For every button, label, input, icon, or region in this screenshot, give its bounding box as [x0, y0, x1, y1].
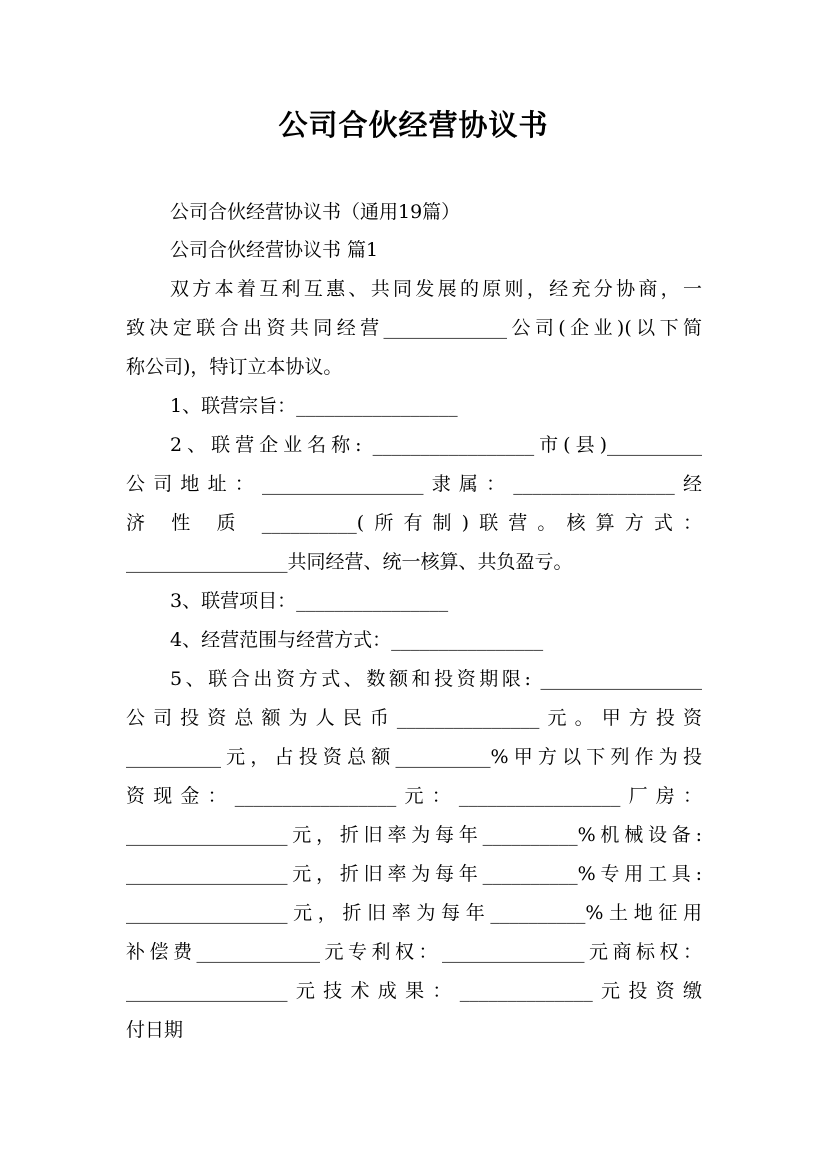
clause-line: _________________元技术成果：______________元投资缴	[126, 980, 702, 1002]
clause-line: 补偿费_____________元专利权：_______________元商标权：	[126, 941, 702, 963]
clause-line: 1、联营宗旨：_________________	[170, 395, 458, 417]
clause-line: _________________元，折旧率为每年__________%土地征用	[126, 902, 702, 924]
clause-line: 3、联营项目：________________	[170, 590, 449, 612]
clause-line: 4、经营范围与经营方式：________________	[170, 629, 544, 651]
subtitle-line: 公司合伙经营协议书（通用19篇）	[170, 201, 461, 223]
clause-line: _________________共同经营、统一核算、共负盈亏。	[126, 551, 573, 573]
clause-line: 5、联合出资方式、数额和投资期限: _________________	[170, 668, 702, 690]
clause-line: 2、联营企业名称: _________________市(县)__________	[170, 434, 702, 456]
clause-line: 公司地址：_________________隶属：_________________经	[126, 473, 702, 495]
paragraph-line: 称公司)，特订立本协议。	[126, 356, 343, 378]
clause-line: _________________元，折旧率为每年__________%专用工具:	[126, 863, 702, 885]
section-heading-line: 公司合伙经营协议书 篇1	[170, 239, 379, 261]
clause-line: 济 性 质 __________(所有制)联营。核算方式：	[126, 512, 702, 534]
clause-line: 公司投资总额为人民币_______________元。甲方投资	[126, 707, 702, 729]
paragraph-line: 致决定联合出资共同经营_____________公司(企业)(以下简	[126, 317, 702, 339]
paragraph-line: 双方本着互利互惠、共同发展的原则，经充分协商，一	[170, 278, 702, 300]
clause-line: __________元，占投资总额__________%甲方以下列作为投	[126, 746, 702, 768]
document-title: 公司合伙经营协议书	[278, 108, 549, 142]
clause-line: 资现金：_________________元：_________________厂房：	[126, 785, 702, 807]
clause-line: 付日期	[126, 1019, 184, 1041]
clause-line: _________________元，折旧率为每年__________%机械设备:	[126, 824, 702, 846]
